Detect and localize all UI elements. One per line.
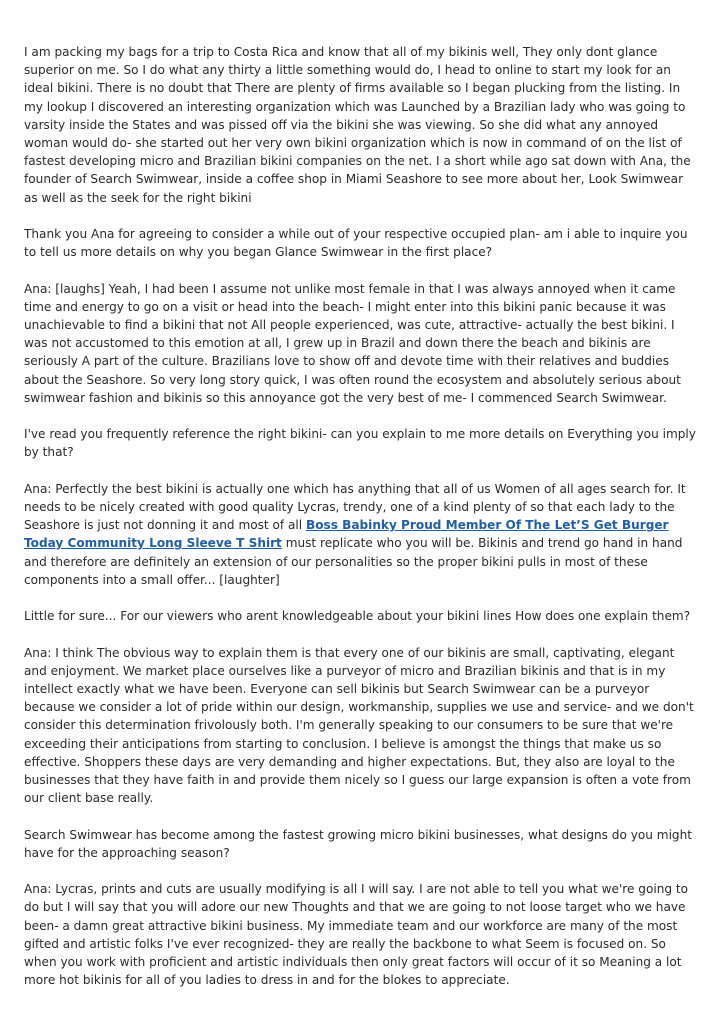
paragraph-question-4: Search Swimwear has become among the fastest growing micro bikini businesses, what designs do you might have for the approaching season? (24, 827, 693, 860)
paragraph-intro: I am packing my bags for a trip to Costa Rica and know that all of my bikinis well, They only dont glance superior on me. So I do what any thirty a little something would do, I head to online to start my look for an ideal bikini. There is no doubt that There are plenty of firms available so I began plucking from the listing. In my lookup I discovered an interesting organization which was Launched by a Brazilian lady who was going to varsity inside the States and was pissed off via the bikini she was viewing. So she did what any annoyed woman would do- she started out her very own bikini organization which is now in command of on the list of fastest developing micro and Brazilian bikini companies on the net. I a short while ago sat down with Ana, the founder of Search Swimwear, inside a coffee shop in Miami Seashore to see more about her, Look Swimwear as well as the seek for the right bikini (24, 45, 691, 205)
answer-2-text-after: must replicate who you will be. Bikinis and trend go hand in hand and therefore are definitely an extension of our personalities so the proper bikini pulls in most of these components into a small offer... [laughter] (24, 536, 683, 587)
paragraph-question-3: Little for sure... For our viewers who arent knowledgeable about your bikini lines How does one explain them? (24, 609, 691, 624)
product-link[interactable]: Boss Babinky Proud Member Of The Let’S Get Burger Today Community Long Sleeve T Shirt (24, 518, 669, 551)
paragraph-answer-1: Ana: [laughs] Yeah, I had been I assume not unlike most female in that I was always annoyed when it came time and energy to go on a visit or head into the beach- I might enter into this bikini panic because it was unachievable to find a bikini that not All people experienced, was cute, attractive- actually the best bikini. I was not accustomed to this emotion at all, I grew up in Brazil and down there the beach and bikinis are seriously A part of the culture. Brazilians love to show off and devote time with their relatives and buddies about the Seashore. So very long story quick, I was often round the ecosystem and absolutely serious about swimwear fashion and bikinis so this annoyance got the very best of me- I commenced Search Swimwear. (24, 281, 681, 405)
answer-2-text-before: Ana: Perfectly the best bikini is actually one which has anything that all of us Women of all ages search for. It needs to be nicely created with good quality Lycras, trendy, one of a kind plenty of so that each lady to the Seashore is just not donning it and most of all (24, 481, 686, 533)
paragraph-question-2: I've read you frequently reference the right bikini- can you explain to me more details on Everything you imply by that? (24, 427, 696, 460)
paragraph-answer-4: Ana: Lycras, prints and cuts are usually modifying is all I will say. I are not able to tell you what we're going to do but I will say that you will adore our new Thoughts and that we are going to not loose target who we have been- a damn great attractive bikini business. My immediate team and our workforce are many of the most gifted and artistic folks I've ever recognized- they are really the backbone to what Seem is focused on. So when you work with proficient and artistic individuals then only great factors will occur of it so Meaning a lot more hot bikinis for all of you ladies to dress in and for the blokes to appreciate. (24, 882, 689, 988)
paragraph-answer-2 (24, 480, 700, 589)
paragraph-question-1: Thank you Ana for agreeing to consider a while out of your respective occupied plan- am i able to inquire you to tell us more details on why you began Glance Swimwear in the first place? (24, 227, 688, 260)
paragraph-answer-3: Ana: I think The obvious way to explain them is that every one of our bikinis are small, captivating, elegant and enjoyment. We market place ourselves like a purveyor of micro and Brazilian bikinis and that is in my intellect exactly what we have been. Everyone can sell bikinis but Search Swimwear can be a purveyor because we consider a lot of pride within our design, workmanship, supplies we use and service- and we don't consider this determination frivolously both. I'm generally speaking to our consumers to be sure that we're exceeding their anticipations from starting to conclusion. I believe is amongst the things that make us so effective. Shoppers these days are very demanding and higher expectations. But, they also are loyal to the businesses that they have faith in and provide them nicely so I guess our large expansion is often a vote from our client base really. (24, 645, 694, 806)
